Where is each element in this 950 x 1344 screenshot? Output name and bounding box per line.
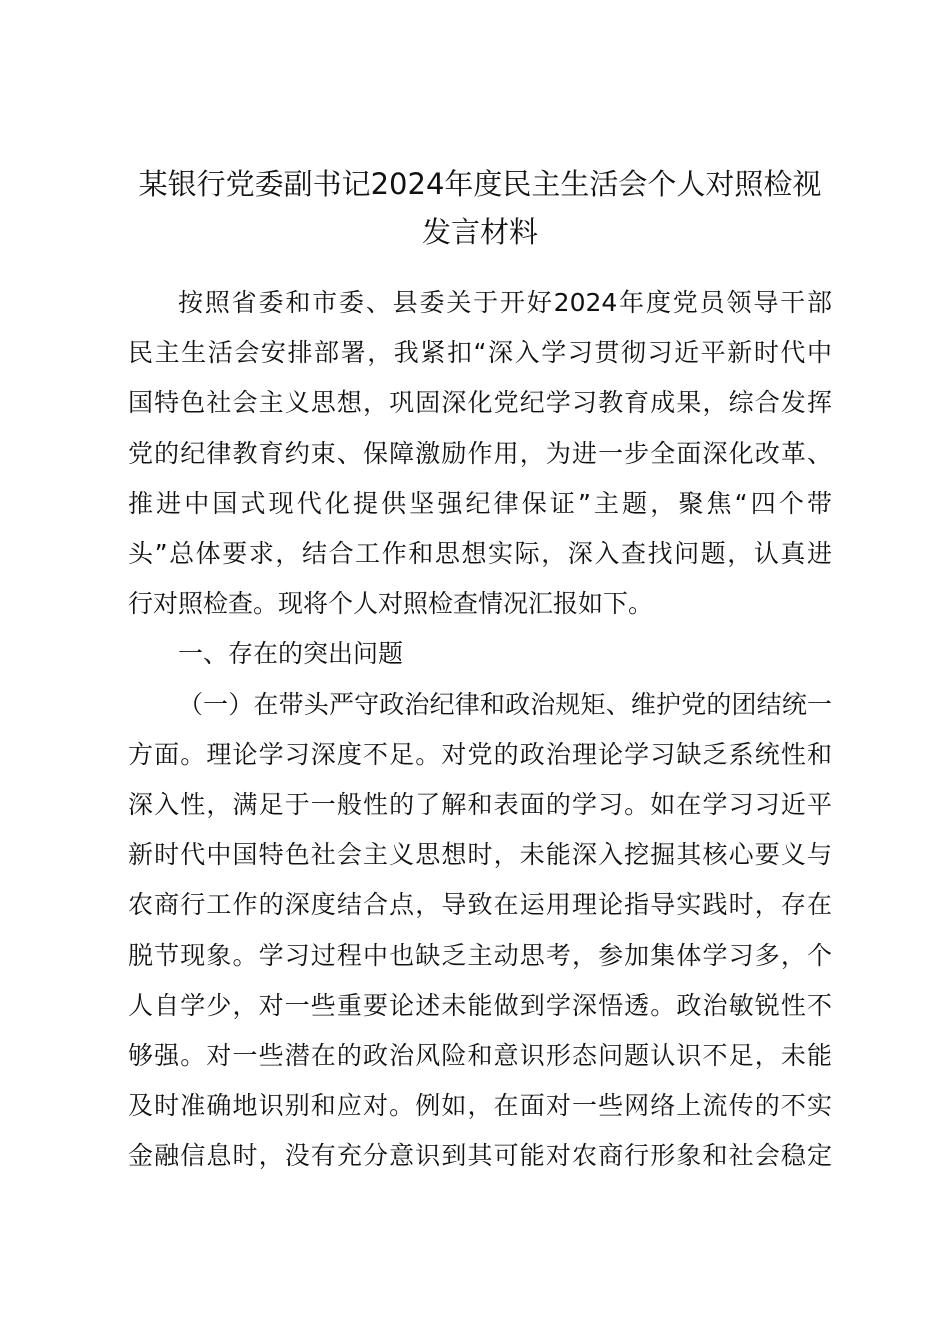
body-text-line: 深入性，满足于一般性的了解和表面的学习。如在学习习近平 — [128, 790, 832, 819]
body-text-line: 人自学少，对一些重要论述未能做到学深悟透。政治敏锐性不 — [128, 990, 832, 1020]
body-text-line: 按照省委和市委、县委关于开好2024年度党员领导干部 — [178, 288, 832, 317]
body-text-line: 脱节现象。学习过程中也缺乏主动思考，参加集体学习多，个 — [128, 940, 832, 970]
body-text-line: 党的纪律教育约束、保障激励作用，为进一步全面深化改革、 — [128, 438, 832, 468]
document-title-line-2: 发言材料 — [421, 215, 538, 249]
body-text-line: 金融信息时，没有充分意识到其可能对农商行形象和社会稳定 — [128, 1141, 832, 1171]
body-text-line: （一）在带头严守政治纪律和政治规矩、维护党的团结统一 — [178, 689, 832, 719]
body-text-line: 及时准确地识别和应对。例如，在面对一些网络上流传的不实 — [128, 1091, 832, 1121]
body-text-line: 新时代中国特色社会主义思想时，未能深入挖掘其核心要义与 — [128, 840, 832, 870]
body-text-line: 行对照检查。现将个人对照检查情况汇报如下。 — [128, 589, 654, 619]
body-text-line: 够强。对一些潜在的政治风险和意识形态问题认识不足，未能 — [128, 1041, 832, 1070]
document-title-line-1: 某银行党委副书记2024年度民主生活会个人对照检视 — [138, 167, 822, 201]
section-heading: 一、存在的突出问题 — [178, 639, 404, 669]
body-text-line: 推进中国式现代化提供坚强纪律保证”主题，聚焦“四个带 — [128, 488, 832, 518]
body-text-line: 头”总体要求，结合工作和思想实际，深入查找问题，认真进 — [128, 539, 832, 568]
body-text-line: 民主生活会安排部署，我紧扣“深入学习贯彻习近平新时代中 — [128, 338, 832, 368]
body-text-line: 国特色社会主义思想，巩固深化党纪学习教育成果，综合发挥 — [128, 388, 832, 418]
body-text-line: 农商行工作的深度结合点，导致在运用理论指导实践时，存在 — [128, 890, 832, 920]
body-text-line: 方面。理论学习深度不足。对党的政治理论学习缺乏系统性和 — [128, 739, 832, 769]
